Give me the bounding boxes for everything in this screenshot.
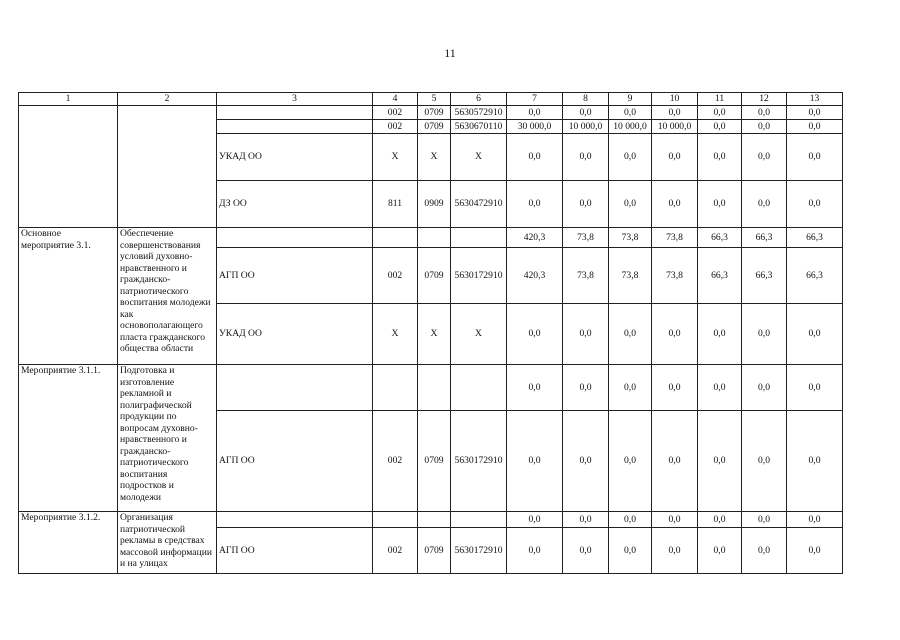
- value-cell: 0,0: [609, 411, 652, 512]
- value-cell: 0,0: [609, 528, 652, 574]
- page-number: 11: [444, 46, 456, 60]
- table-row: [19, 512, 843, 528]
- value-cell: 10 000,0: [652, 120, 698, 134]
- column-header: 11: [698, 93, 742, 106]
- code-cell: [418, 365, 451, 411]
- code-cell: 0709: [418, 248, 451, 304]
- column-header: 8: [563, 93, 609, 106]
- code-cell: 0709: [418, 106, 451, 120]
- column-header: 6: [451, 93, 507, 106]
- code-cell: 0909: [418, 181, 451, 228]
- value-cell: 0,0: [563, 304, 609, 365]
- column-header: 2: [118, 93, 217, 106]
- code-cell: X: [418, 304, 451, 365]
- value-cell: 0,0: [652, 528, 698, 574]
- executor-cell: УКАД ОО: [217, 304, 373, 365]
- value-cell: 0,0: [563, 134, 609, 181]
- code-cell: X: [451, 304, 507, 365]
- value-cell: 0,0: [652, 512, 698, 528]
- code-cell: 5630472910: [451, 181, 507, 228]
- value-cell: 66,3: [742, 228, 787, 248]
- column-header: 5: [418, 93, 451, 106]
- executor-cell: [217, 512, 373, 528]
- description-cell: Организация патриотической рекламы в средствах массовой информации и на улицах: [118, 512, 217, 574]
- executor-cell: АГП ОО: [217, 528, 373, 574]
- table-row: [19, 106, 843, 120]
- value-cell: 0,0: [652, 365, 698, 411]
- value-cell: 0,0: [742, 304, 787, 365]
- value-cell: 10 000,0: [609, 120, 652, 134]
- code-cell: [373, 512, 418, 528]
- value-cell: 0,0: [507, 106, 563, 120]
- row-label-cell: [19, 106, 118, 228]
- row-label-cell: Основное мероприятие 3.1.: [19, 228, 118, 365]
- value-cell: 73,8: [563, 228, 609, 248]
- description-cell: Обеспечение совершенствования условий духовно-нравственного и гражданско-патриотического воспитания молодежи как основополагающего пласта гражданского общества области: [118, 228, 217, 365]
- executor-cell: УКАД ОО: [217, 134, 373, 181]
- code-cell: 002: [373, 528, 418, 574]
- value-cell: 0,0: [609, 134, 652, 181]
- value-cell: 0,0: [609, 304, 652, 365]
- table-row: [19, 365, 843, 411]
- code-cell: X: [451, 134, 507, 181]
- value-cell: 0,0: [742, 181, 787, 228]
- value-cell: 0,0: [742, 365, 787, 411]
- code-cell: 5630172910: [451, 528, 507, 574]
- value-cell: 0,0: [609, 181, 652, 228]
- value-cell: 73,8: [609, 228, 652, 248]
- value-cell: 0,0: [563, 365, 609, 411]
- value-cell: 0,0: [507, 304, 563, 365]
- value-cell: 0,0: [787, 106, 843, 120]
- value-cell: 0,0: [609, 512, 652, 528]
- value-cell: 0,0: [787, 365, 843, 411]
- code-cell: X: [418, 134, 451, 181]
- budget-table: [18, 92, 843, 574]
- value-cell: 420,3: [507, 248, 563, 304]
- code-cell: 002: [373, 411, 418, 512]
- column-header: 10: [652, 93, 698, 106]
- value-cell: 73,8: [652, 248, 698, 304]
- executor-cell: АГП ОО: [217, 411, 373, 512]
- value-cell: 0,0: [507, 512, 563, 528]
- code-cell: 5630172910: [451, 411, 507, 512]
- code-cell: [451, 228, 507, 248]
- column-header: 13: [787, 93, 843, 106]
- value-cell: 0,0: [652, 411, 698, 512]
- value-cell: 0,0: [507, 181, 563, 228]
- code-cell: [418, 512, 451, 528]
- code-cell: X: [373, 134, 418, 181]
- column-header: 4: [373, 93, 418, 106]
- value-cell: 0,0: [563, 106, 609, 120]
- column-header: 9: [609, 93, 652, 106]
- code-cell: 0709: [418, 528, 451, 574]
- code-cell: 5630572910: [451, 106, 507, 120]
- code-cell: 5630172910: [451, 248, 507, 304]
- code-cell: 0709: [418, 120, 451, 134]
- value-cell: 0,0: [698, 411, 742, 512]
- value-cell: 0,0: [787, 120, 843, 134]
- description-cell: [118, 106, 217, 228]
- value-cell: 0,0: [652, 106, 698, 120]
- code-cell: [373, 365, 418, 411]
- table-row: [19, 228, 843, 248]
- code-cell: 002: [373, 248, 418, 304]
- code-cell: 811: [373, 181, 418, 228]
- value-cell: 0,0: [652, 304, 698, 365]
- value-cell: 0,0: [698, 181, 742, 228]
- executor-cell: АГП ОО: [217, 248, 373, 304]
- row-label-cell: Мероприятие 3.1.2.: [19, 512, 118, 574]
- value-cell: 66,3: [698, 228, 742, 248]
- row-label-cell: Мероприятие 3.1.1.: [19, 365, 118, 512]
- value-cell: 0,0: [563, 411, 609, 512]
- value-cell: 0,0: [787, 411, 843, 512]
- value-cell: 0,0: [742, 411, 787, 512]
- description-cell: Подготовка и изготовление рекламной и полиграфической продукции по вопросам духовно-нравственного и гражданско-патриотического воспитания подростков и молодежи: [118, 365, 217, 512]
- value-cell: 0,0: [563, 181, 609, 228]
- executor-cell: [217, 365, 373, 411]
- value-cell: 73,8: [609, 248, 652, 304]
- code-cell: [373, 228, 418, 248]
- column-header: 3: [217, 93, 373, 106]
- value-cell: 0,0: [507, 528, 563, 574]
- value-cell: 0,0: [652, 181, 698, 228]
- header-row: [19, 93, 843, 106]
- value-cell: 0,0: [507, 411, 563, 512]
- code-cell: [451, 512, 507, 528]
- code-cell: 002: [373, 120, 418, 134]
- value-cell: 0,0: [787, 181, 843, 228]
- value-cell: 0,0: [609, 365, 652, 411]
- value-cell: 73,8: [563, 248, 609, 304]
- value-cell: 0,0: [698, 512, 742, 528]
- value-cell: 10 000,0: [563, 120, 609, 134]
- value-cell: 0,0: [609, 106, 652, 120]
- code-cell: [418, 228, 451, 248]
- value-cell: 0,0: [698, 106, 742, 120]
- code-cell: [451, 365, 507, 411]
- code-cell: 002: [373, 106, 418, 120]
- value-cell: 0,0: [787, 134, 843, 181]
- column-header: 12: [742, 93, 787, 106]
- code-cell: X: [373, 304, 418, 365]
- value-cell: 0,0: [742, 512, 787, 528]
- value-cell: 0,0: [507, 365, 563, 411]
- code-cell: 0709: [418, 411, 451, 512]
- value-cell: 0,0: [698, 528, 742, 574]
- value-cell: 0,0: [742, 134, 787, 181]
- column-header: 7: [507, 93, 563, 106]
- value-cell: 66,3: [698, 248, 742, 304]
- value-cell: 0,0: [742, 120, 787, 134]
- value-cell: 0,0: [787, 528, 843, 574]
- value-cell: 0,0: [563, 528, 609, 574]
- value-cell: 0,0: [563, 512, 609, 528]
- value-cell: 66,3: [787, 228, 843, 248]
- value-cell: 30 000,0: [507, 120, 563, 134]
- value-cell: 0,0: [698, 134, 742, 181]
- value-cell: 66,3: [787, 248, 843, 304]
- executor-cell: [217, 228, 373, 248]
- code-cell: 5630670110: [451, 120, 507, 134]
- executor-cell: ДЗ ОО: [217, 181, 373, 228]
- value-cell: 0,0: [787, 512, 843, 528]
- value-cell: 0,0: [742, 106, 787, 120]
- value-cell: 0,0: [742, 528, 787, 574]
- value-cell: 0,0: [698, 365, 742, 411]
- value-cell: 0,0: [698, 120, 742, 134]
- value-cell: 0,0: [652, 134, 698, 181]
- value-cell: 66,3: [742, 248, 787, 304]
- value-cell: 73,8: [652, 228, 698, 248]
- column-header: 1: [19, 93, 118, 106]
- value-cell: 0,0: [787, 304, 843, 365]
- value-cell: 0,0: [507, 134, 563, 181]
- value-cell: 420,3: [507, 228, 563, 248]
- value-cell: 0,0: [698, 304, 742, 365]
- executor-cell: [217, 106, 373, 120]
- executor-cell: [217, 120, 373, 134]
